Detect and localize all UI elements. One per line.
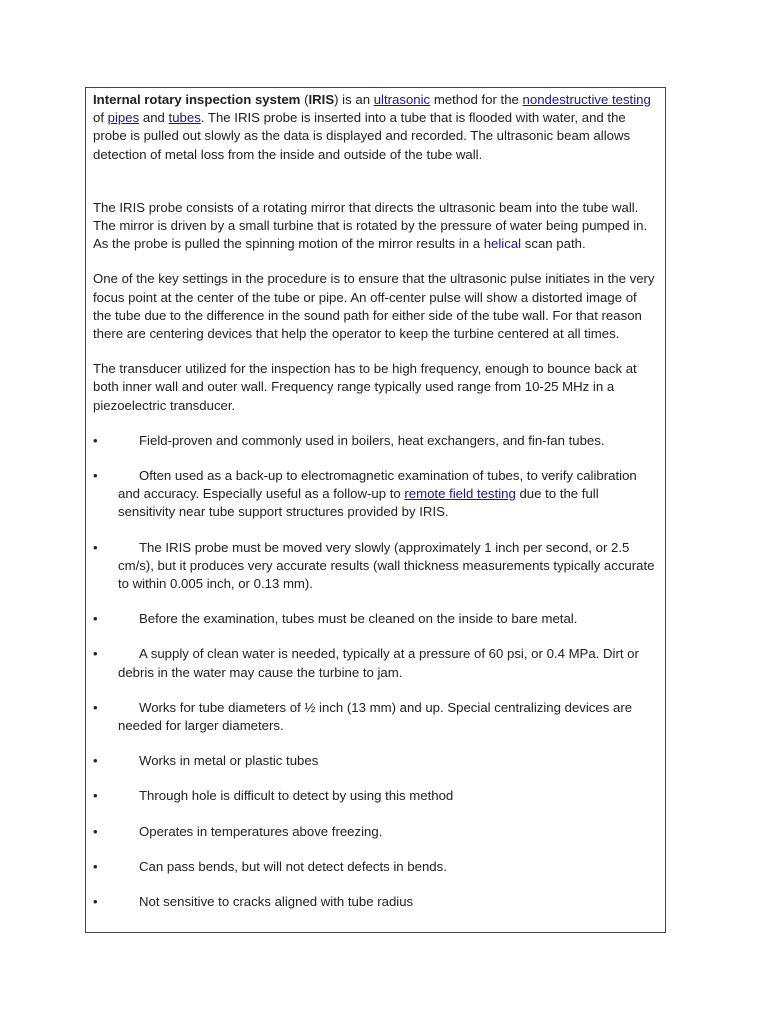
list-item-text: Field-proven and commonly used in boilers, heat exchangers, and fin-fan tubes. <box>139 432 605 448</box>
link-tubes[interactable]: tubes <box>168 110 201 126</box>
list-item <box>93 752 657 770</box>
bullet-icon: • <box>93 699 98 715</box>
open-paren: ( <box>300 92 309 107</box>
intro-rest: . The IRIS probe is inserted into a tube that is flooded with water, and the probe is pulled out slowly as the data is displayed and recorded. The ultrasonic beam allows detection of metal loss from the inside and outside of the tube wall. <box>93 110 631 162</box>
probe-text: The IRIS probe consists of a rotating mirror that directs the ultrasonic beam into the tube wall. The mirror is driven by a small turbine that is rotated by the pressure of water being pumped in. As the probe is pulled the spinning motion of the mirror results in a <box>93 199 648 252</box>
bullet-icon: • <box>93 823 98 839</box>
list-item-text: Operates in temperatures above freezing. <box>139 823 383 839</box>
list-item <box>93 467 657 522</box>
list-item-text-part: Often used as a back-up to electromagnetic examination of tubes, to verify calibration and accuracy. Especially useful as a follow-up to <box>118 468 637 502</box>
list-item-text: Before the examination, tubes must be cleaned on the inside to bare metal. <box>139 611 578 627</box>
bullet-icon: • <box>93 858 98 874</box>
list-item <box>93 645 657 681</box>
after-abbr: ) is an <box>334 92 374 107</box>
term-bold: Internal rotary inspection system <box>93 92 301 107</box>
list-item <box>93 858 657 876</box>
abbr-bold: IRIS <box>308 92 335 107</box>
transducer-paragraph: The transducer utilized for the inspection has to be high frequency, enough to bounce back at both inner wall and outer wall. Frequency range typically used range from 10-25 MHz in a piezoelectric transducer. <box>93 361 637 413</box>
list-item-text: Works in metal or plastic tubes <box>139 753 319 769</box>
bullet-icon: • <box>93 753 98 769</box>
list-item-text <box>118 467 657 522</box>
document-frame <box>85 87 666 933</box>
list-item <box>93 823 657 841</box>
probe-paragraph <box>93 199 657 254</box>
intro-paragraph <box>93 91 657 164</box>
probe-text-end: scan path. <box>521 236 586 252</box>
bullet-icon: • <box>93 468 98 484</box>
list-item-text: The IRIS probe must be moved very slowly (approximately 1 inch per second, or 2.5 cm/s), but it produces very accurate results (wall thickness measurements typically accurate to within 0.005 inch, or 0.13 mm). <box>118 539 655 592</box>
helical-word: helical <box>483 236 522 252</box>
list-item-text-part: due to the full sensitivity near tube support structures provided by IRIS. <box>118 486 599 520</box>
list-item-text: Not sensitive to cracks aligned with tube radius <box>139 894 414 910</box>
list-item-text: Through hole is difficult to detect by using this method <box>139 788 454 804</box>
text-method: method for the <box>430 92 523 107</box>
list-item-text: A supply of clean water is needed, typically at a pressure of 60 psi, or 0.4 MPa. Dirt or debris in the water may cause the turbine to jam. <box>118 646 639 680</box>
list-item <box>93 787 657 805</box>
bullet-icon: • <box>93 432 98 448</box>
bullet-icon: • <box>93 611 98 627</box>
link-remote-field-testing[interactable]: remote field testing <box>404 486 516 502</box>
text-of: of <box>93 110 108 126</box>
list-item <box>93 610 657 628</box>
link-ultrasonic[interactable]: ultrasonic <box>373 92 431 107</box>
bullet-icon: • <box>93 894 98 910</box>
document-content <box>93 91 657 911</box>
bullet-icon: • <box>93 646 98 662</box>
bullet-icon: • <box>93 539 98 555</box>
list-item <box>93 893 657 911</box>
text-and: and <box>139 110 169 126</box>
list-item <box>93 432 657 450</box>
link-nondestructive-testing[interactable]: nondestructive testing <box>522 92 651 107</box>
link-pipes[interactable]: pipes <box>107 110 140 126</box>
centering-paragraph: One of the key settings in the procedure is to ensure that the ultrasonic pulse initiates in the very focus point at the center of the tube or pipe. An off-center pulse will show a distorted image of the tube due to the difference in the sound path for either side of the tube wall. For that reason there are centering devices that help the operator to keep the turbine centered at all times. <box>93 271 655 342</box>
list-item-text: Works for tube diameters of ½ inch (13 mm) and up. Special centralizing devices are needed for larger diameters. <box>118 699 633 734</box>
list-item-text: Can pass bends, but will not detect defects in bends. <box>139 858 447 874</box>
list-item <box>93 699 657 735</box>
bullet-icon: • <box>93 788 98 804</box>
list-item <box>93 539 657 594</box>
